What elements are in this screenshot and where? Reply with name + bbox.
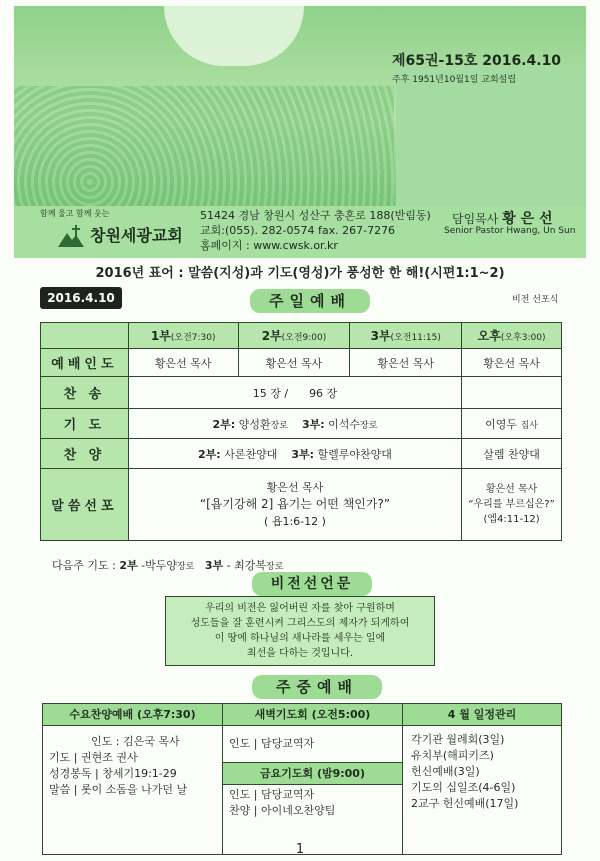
weekly-worship-title: 주중예배 [252,675,382,699]
sermon-pm: 황은선 목사 “우리를 부르십은?” (엡4:11-12) [462,469,562,541]
sunday-worship-table [40,322,562,541]
prayer-leaders: 2부: 양성환장로 3부: 이석수장로 [128,409,461,439]
choir-groups: 2부: 사론찬양대 3부: 할렐루야찬양대 [128,439,461,469]
choir-pm: 살렘 찬양대 [462,439,562,469]
col-service-pm: 오후(오후3:00) [462,323,562,349]
weekly-worship-box [42,703,562,855]
founded-date: 주후 1951년10월1일 교회설립 [392,75,517,85]
table-row [41,439,562,469]
pastor-english-name: Senior Pastor Hwang, Un Sun [444,226,576,236]
table-row [41,409,562,439]
sermon-reference: ( 욥1:6-12 ) [264,515,326,528]
monthly-schedule: 4 월 일정관리 각기관 월례회(3일) 유치부(해피키즈) 헌신예배(3일) 기도의 십일조(4-6일) 2교구 헌신예배(17일) [403,704,561,854]
pastor-name: 황 은 선 [502,211,553,227]
next-week-prayer: 다음주 기도 : 2부 -박두양장로 3부 - 최강복장로 [52,559,284,572]
leader-3: 황은선 목사 [350,349,462,377]
hero-photo [14,6,586,206]
row-label-sermon: 말씀선포 [41,469,129,541]
vision-statement: 우리의 비전은 잃어버린 자를 찾아 구원하며 성도들을 잘 훈련시켜 그리스도의 제자가 되게하여 이 땅에 하나님의 새나라를 세우는 일에 최선을 다하는 것입니다. [165,596,435,666]
church-logo-icon [58,225,84,247]
prayer-pm: 이영두 집사 [462,409,562,439]
hymn-pm [462,377,562,409]
hymn-b: 96 장 [309,386,338,400]
congregation-pattern [14,86,394,206]
senior-pastor [452,208,553,228]
church-address: 51424 경남 창원시 성산구 충혼로 188(반림동) [200,209,431,222]
leader-2: 황은선 목사 [238,349,350,377]
date-tag: 2016.4.10 [40,287,122,309]
vision-title: 비전선언문 [252,572,372,596]
col-service-1: 1부(오전7:30) [128,323,238,349]
row-label-leader: 예배인도 [41,349,129,377]
table-row [41,469,562,541]
pastor-label: 담임목사 [452,212,499,226]
issue-number: 제65권-15호 2016.4.10 [392,53,562,69]
church-name: 창원세광교회 [90,226,183,245]
sermon-main [128,469,461,541]
table-header-row [41,323,562,349]
church-phone: 교회:(055). 282-0574 fax. 267-7276 [200,224,396,237]
stage-area [396,66,586,206]
table-row [41,377,562,409]
wednesday-service: 수요찬양예배 (오후7:30) 인도 : 김은국 목사 기도 | 권현조 권사 성경봉독 | 창세기19:1-29 말씀 | 롯이 소돔을 나가던 날 [43,704,223,854]
leader-pm: 황은선 목사 [462,349,562,377]
leader-1: 황은선 목사 [128,349,238,377]
table-row [41,349,562,377]
row-label-prayer: 기 도 [41,409,129,439]
col-service-2: 2부(오전9:00) [238,323,350,349]
church-contact [200,208,431,253]
col-service-3: 3부(오전11:15) [350,323,462,349]
row-label-hymn: 찬 송 [41,377,129,409]
hymn-a: 15 장 / [252,386,289,400]
hymn-numbers [128,377,461,409]
vision-ceremony-note: 비전 선포식 [512,295,559,305]
page-number: 1 [295,842,305,857]
dawn-friday-service: 새벽기도회 (오전5:00) 인도 | 담당교역자 금요기도회 (밤9:00) 인도 | 담당교역자 찬양 | 아이네오찬양팀 [223,704,403,854]
header-blank [41,323,129,349]
sermon-title: “[욥기강해 2] 욥기는 어떤 책인가?” [199,497,391,511]
church-motto: 함께 울고 함께 웃는 [40,209,110,218]
row-label-choir: 찬 양 [41,439,129,469]
sunday-worship-title: 주일예배 [250,289,370,313]
church-homepage[interactable]: 홈페이지 : www.cwsk.or.kr [200,239,338,252]
year-theme: 2016년 표어 : 말씀(지성)과 기도(영성)가 풍성한 한 해!(시편1:1~2) [95,266,505,281]
sermon-preacher: 황은선 목사 [266,481,324,494]
stage-light [164,6,304,66]
